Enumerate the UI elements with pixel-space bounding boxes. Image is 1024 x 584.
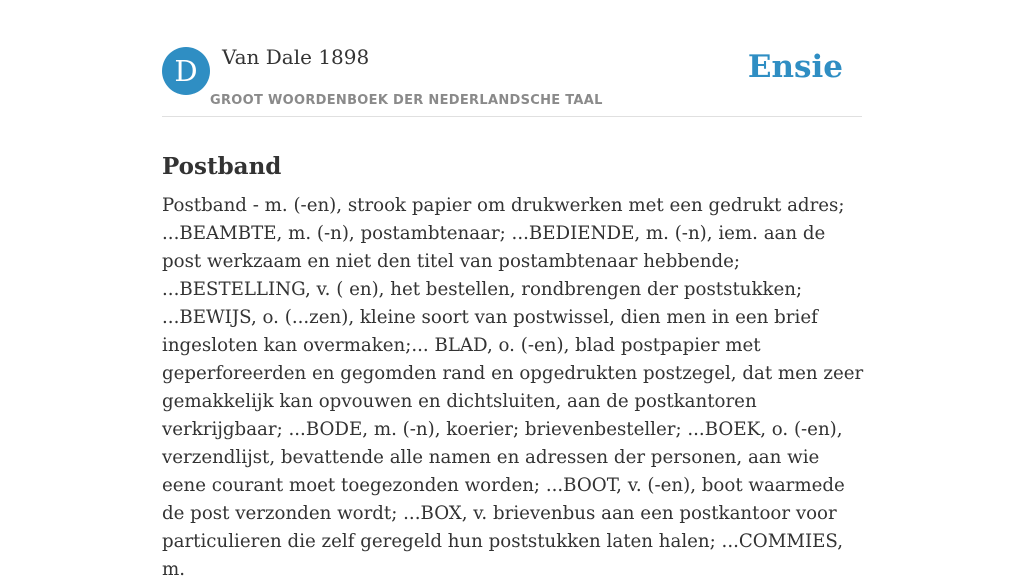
ensie-logo[interactable]: Ensie <box>747 49 843 85</box>
dictionary-header <box>162 40 862 117</box>
dictionary-subtitle: GROOT WOORDENBOEK DER NEDERLANDSCHE TAAL <box>210 93 603 108</box>
dictionary-title[interactable]: Van Dale 1898 <box>222 45 370 69</box>
entry-definition: Postband - m. (-en), strook papier om drukwerken met een gedrukt adres; ...BEAMBTE, m. (-n), postambtenaar; ...BEDIENDE, m. (-n), iem. aan de post werkzaam en niet den titel van postambtenaar hebbende; ...BESTELLING, v. ( en), het bestellen, rondbrengen der poststukken; ...BEWIJS, o. (...zen), kleine soort van postwissel, dien men in een brief ingesloten kan overmaken;... BLAD, o. (-en), blad postpapier met geperforeerden en gegomden rand en opgedrukten postzegel, dat men zeer gemakkelijk kan opvouwen en dichtsluiten, aan de postkantoren verkrijgbaar; ...BODE, m. (-n), koerier; brievenbesteller; ...BOEK, o. (-en), verzendlijst, bevattende alle namen en adressen der personen, aan wie eene courant moet toegezonden worden; ...BOOT, v. (-en), boot waarmede de post verzonden wordt; ...BOX, v. brievenbus aan een postkantoor voor particulieren die zelf geregeld hun poststukken laten halen; ...COMMIES, m. <box>162 195 864 580</box>
dictionary-logo-icon[interactable]: D <box>162 47 210 95</box>
entry-title: Postband <box>162 153 282 181</box>
